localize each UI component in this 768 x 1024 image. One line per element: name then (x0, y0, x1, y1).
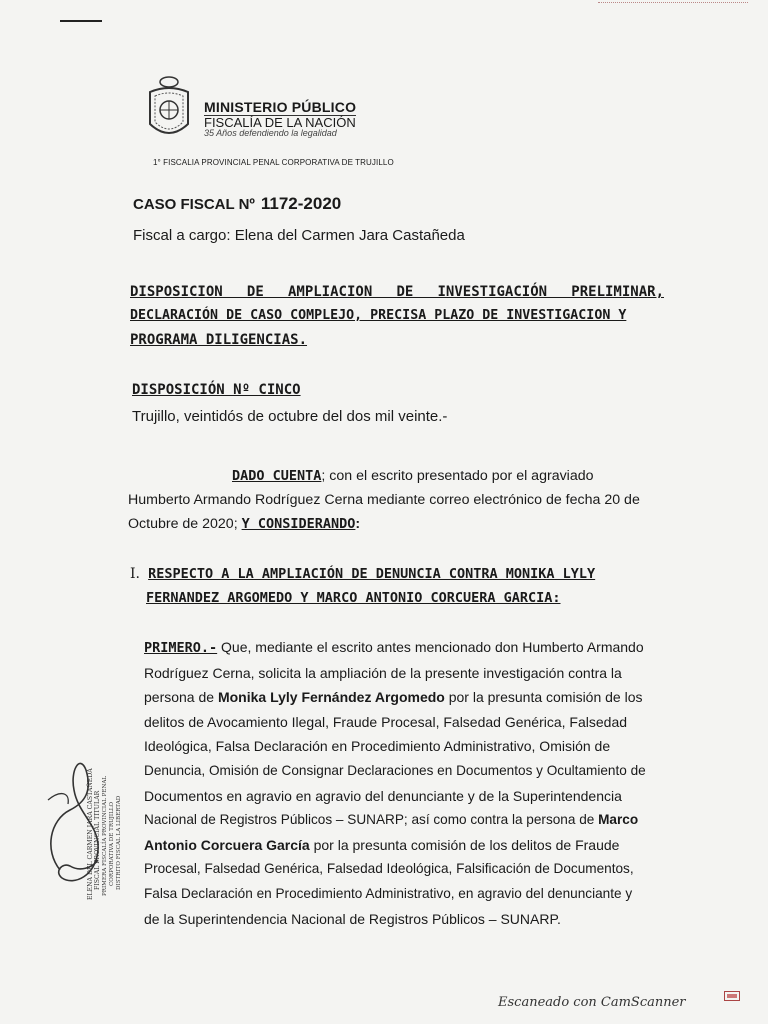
section-1-line-2: FERNANDEZ ARGOMEDO Y MARCO ANTONIO CORCUERA GARCIA: (146, 590, 561, 606)
intro-line-2: Humberto Armando Rodríguez Cerna mediante correo electrónico de fecha 20 de (128, 492, 640, 508)
title-line-3: PROGRAMA DILIGENCIAS. (130, 332, 308, 348)
scanner-watermark: Escaneado con CamScanner (498, 995, 686, 1010)
intro-lead: DADO CUENTA (232, 468, 322, 484)
stamp-line-5: DISTRITO FISCAL LA LIBERTAD (116, 795, 122, 890)
intro-line-3 (128, 512, 664, 536)
stamp-line-1: ELENA DEL CARMEN JARA CASTAÑEDA (87, 768, 94, 900)
case-number-line (133, 194, 341, 214)
primero-line-5: Ideológica, Falsa Declaración en Procedimiento Administrativo, Omisión de (144, 738, 611, 755)
fiscal-in-charge: Fiscal a cargo: Elena del Carmen Jara Castañeda (133, 227, 465, 244)
division-name: FISCALÍA DE LA NACIÓN (204, 115, 356, 130)
intro-line-1 (128, 464, 664, 488)
document-title (130, 280, 664, 352)
primero-line-3-c: por la presunta comisión de los (444, 689, 643, 706)
place-date: Trujillo, veintidós de octubre del dos mil veinte.- (132, 408, 448, 425)
primero-line-9-b: por la presunta comisión de los delitos de Fraude (309, 836, 620, 853)
section-1-line-1 (130, 562, 664, 586)
institution-tagline: 35 Años defendiendo la legalidad (204, 128, 337, 138)
primero-line-3 (144, 685, 660, 710)
primero-paragraph (144, 635, 660, 931)
primero-line-1 (144, 635, 660, 661)
section-1-heading (130, 562, 664, 610)
primero-line-9 (144, 833, 660, 858)
case-label: CASO FISCAL Nº (133, 196, 255, 213)
top-rule (60, 20, 102, 22)
institution-name: MINISTERIO PÚBLICO (204, 99, 357, 115)
considering-label: Y CONSIDERANDO (241, 516, 356, 532)
primero-lead: PRIMERO.- (144, 640, 218, 656)
seal-icon (142, 74, 196, 144)
primero-line-11: Falsa Declaración en Procedimiento Administrativo, en agravio del denunciante y (144, 885, 633, 901)
primero-line-4: delitos de Avocamiento Ilegal, Fraude Procesal, Falsedad Genérica, Falsedad (144, 713, 628, 730)
scan-artifact (598, 2, 748, 3)
intro-line-3-start: Octubre de 2020; (128, 516, 238, 532)
primero-line-2: Rodríguez Cerna, solicita la ampliación de la presente investigación contra la (144, 664, 622, 681)
accused-name-2-first: Marco (598, 812, 639, 828)
intro-line-1-rest: ; con el escrito presentado por el agraviado (321, 468, 594, 484)
title-line-2: DECLARACIÓN DE CASO COMPLEJO, PRECISA PLAZO DE INVESTIGACION Y (130, 308, 627, 323)
section-numeral: I. (130, 566, 140, 582)
intro-line-3-end: : (355, 516, 361, 532)
camscanner-logo-icon (724, 991, 740, 1001)
stamp-line-4: CORPORATIVA DE TRUJILLO (109, 801, 115, 886)
section-1-line-1-text: RESPECTO A LA AMPLIACIÓN DE DENUNCIA CONTRA MONIKA LYLY (148, 566, 596, 582)
primero-line-10: Procesal, Falsedad Genérica, Falsedad Ideológica, Falsificación de Documentos, (144, 861, 634, 877)
case-number: 1172-2020 (260, 194, 342, 213)
stamp-line-2: FISCAL PROVINCIAL TITULAR (94, 790, 101, 890)
primero-line-1-text: Que, mediante el escrito antes mencionado don Humberto Armando (217, 639, 644, 655)
primero-line-7: Documentos en agravio en agravio del denunciante y de la Superintendencia (144, 787, 622, 804)
disposition-label: DISPOSICIÓN Nº CINCO (132, 382, 301, 398)
primero-line-6: Denuncia, Omisión de Consignar Declaraciones en Documentos y Ocultamiento de (144, 762, 646, 778)
primero-line-8-a: Nacional de Registros Públicos – SUNARP; así como contra la persona de (144, 812, 599, 828)
title-line-1: DISPOSICION DE AMPLIACION DE INVESTIGACIÓN PRELIMINAR, (130, 284, 664, 300)
accused-name-2-rest: Antonio Corcuera García (144, 836, 310, 853)
intro-paragraph (128, 464, 664, 536)
primero-line-8 (144, 808, 660, 833)
accused-name-1: Monika Lyly Fernández Argomedo (217, 689, 445, 706)
stamp-line-3: PRIMERA FISCALÍA PROVINCIAL PENAL (102, 775, 108, 896)
primero-line-3-a: persona de (144, 689, 218, 706)
official-stamp (86, 740, 122, 900)
primero-line-12: de la Superintendencia Nacional de Registros Públicos – SUNARP. (144, 910, 561, 927)
office-name: 1° FISCALIA PROVINCIAL PENAL CORPORATIVA DE TRUJILLO (153, 158, 394, 167)
